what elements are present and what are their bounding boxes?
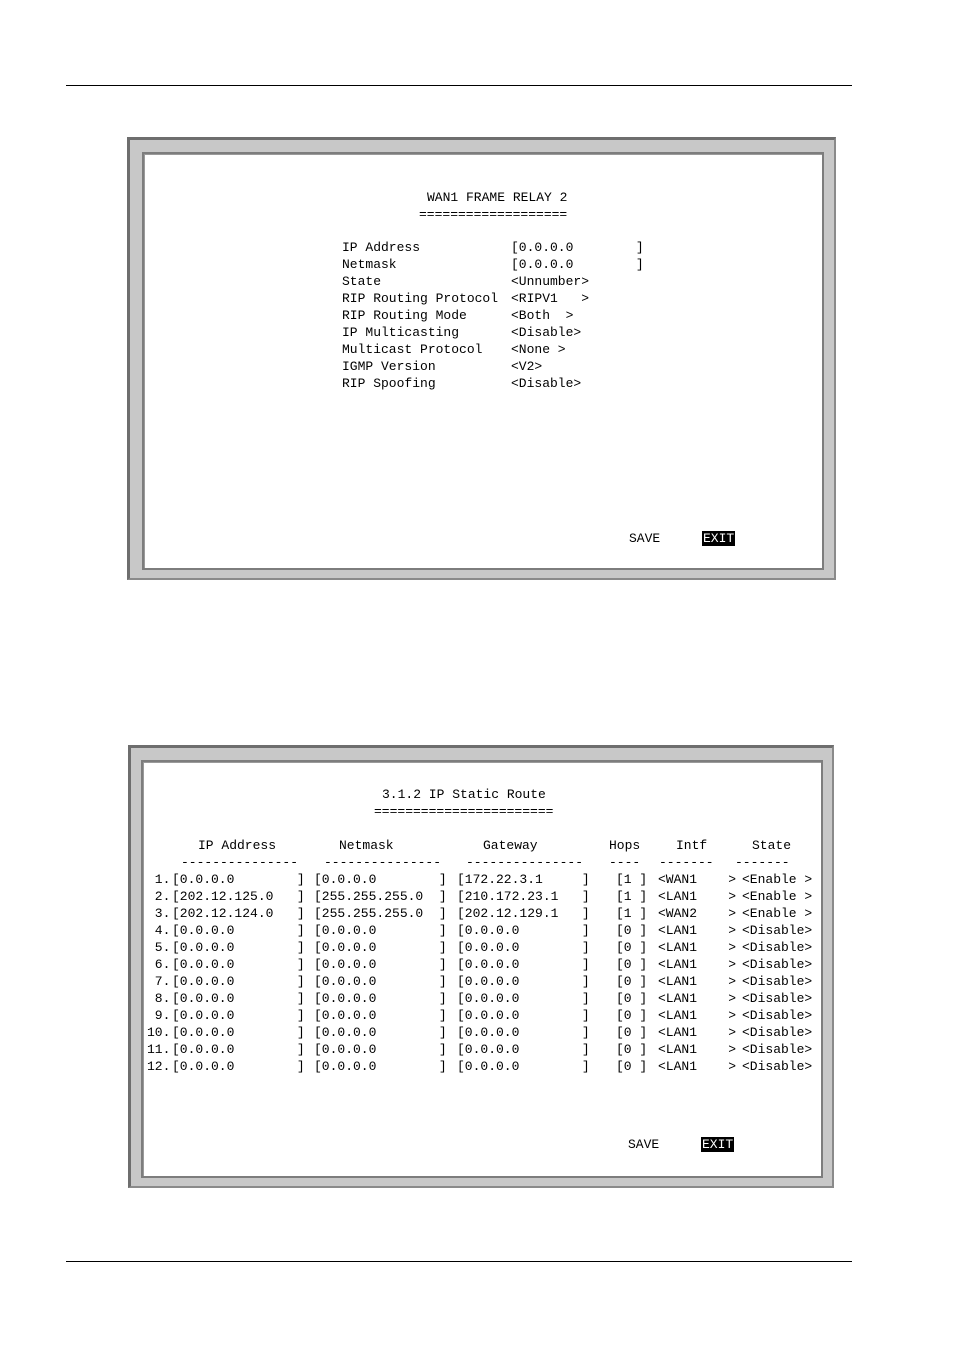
- interface-select[interactable]: <WAN1 >: [658, 872, 737, 887]
- ip-address-input[interactable]: [0.0.0.0 ]: [172, 991, 305, 1006]
- terminal-screen: [141, 760, 823, 1178]
- netmask-input[interactable]: [0.0.0.0 ]: [314, 940, 447, 955]
- hops-input[interactable]: [0 ]: [616, 923, 648, 938]
- exit-button[interactable]: EXIT: [702, 1137, 734, 1152]
- row-number: 3.: [147, 906, 171, 921]
- field-value[interactable]: <V2>: [511, 359, 543, 374]
- field-value[interactable]: <Unnumber>: [511, 274, 590, 289]
- interface-select[interactable]: <WAN2 >: [658, 906, 737, 921]
- hops-input[interactable]: [0 ]: [616, 1025, 648, 1040]
- field-value[interactable]: <None >: [511, 342, 566, 357]
- netmask-input[interactable]: [0.0.0.0 ]: [314, 923, 447, 938]
- table-row: [147, 1058, 820, 1075]
- state-select[interactable]: <Enable >: [742, 889, 813, 904]
- ip-address-input[interactable]: [0.0.0.0 ]: [172, 974, 305, 989]
- save-button[interactable]: SAVE: [628, 1137, 660, 1152]
- col-divider-gateway: ---------------: [466, 855, 584, 870]
- field-label: Multicast Protocol: [342, 342, 483, 357]
- exit-button[interactable]: EXIT: [703, 531, 735, 546]
- col-header-intf: Intf: [676, 838, 708, 853]
- col-divider-state: -------: [735, 855, 790, 870]
- page-bottom-rule: [66, 1261, 852, 1262]
- row-number: 9.: [147, 1008, 171, 1023]
- hops-input[interactable]: [0 ]: [616, 1042, 648, 1057]
- field-label: Netmask: [342, 257, 397, 272]
- field-value[interactable]: <Disable>: [511, 325, 582, 340]
- interface-select[interactable]: <LAN1 >: [658, 991, 737, 1006]
- gateway-input[interactable]: [172.22.3.1 ]: [457, 872, 590, 887]
- interface-select[interactable]: <LAN1 >: [658, 889, 737, 904]
- netmask-input[interactable]: [0.0.0.0 ]: [314, 957, 447, 972]
- field-label: RIP Routing Protocol: [342, 291, 499, 306]
- hops-input[interactable]: [1 ]: [616, 889, 648, 904]
- col-divider-netmask: ---------------: [324, 855, 442, 870]
- netmask-input[interactable]: [0.0.0.0 ]: [314, 974, 447, 989]
- col-divider-intf: -------: [659, 855, 714, 870]
- gateway-input[interactable]: [202.12.129.1 ]: [457, 906, 590, 921]
- col-header-ip-address: IP Address: [198, 838, 277, 853]
- col-divider-ip-address: ---------------: [181, 855, 299, 870]
- ip-address-input[interactable]: [0.0.0.0 ]: [172, 872, 305, 887]
- interface-select[interactable]: <LAN1 >: [658, 1042, 737, 1057]
- state-select[interactable]: <Disable>: [742, 974, 813, 989]
- state-select[interactable]: <Disable>: [742, 923, 813, 938]
- interface-select[interactable]: <LAN1 >: [658, 974, 737, 989]
- static-route-table: [147, 871, 820, 1075]
- ip-address-input[interactable]: [202.12.124.0 ]: [172, 906, 305, 921]
- ip-address-input[interactable]: [0.0.0.0 ]: [172, 923, 305, 938]
- gateway-input[interactable]: [0.0.0.0 ]: [457, 1042, 590, 1057]
- interface-select[interactable]: <LAN1 >: [658, 957, 737, 972]
- state-select[interactable]: <Disable>: [742, 1042, 813, 1057]
- state-select[interactable]: <Disable>: [742, 1059, 813, 1074]
- hops-input[interactable]: [0 ]: [616, 957, 648, 972]
- ip-address-input[interactable]: [0.0.0.0 ]: [172, 940, 305, 955]
- table-row: [147, 939, 820, 956]
- interface-select[interactable]: <LAN1 >: [658, 940, 737, 955]
- row-number: 11.: [147, 1042, 171, 1057]
- gateway-input[interactable]: [0.0.0.0 ]: [457, 1008, 590, 1023]
- terminal-window-frame-relay: [127, 137, 836, 580]
- interface-select[interactable]: <LAN1 >: [658, 1059, 737, 1074]
- table-row: [147, 905, 820, 922]
- field-value[interactable]: <Both >: [511, 308, 574, 323]
- state-select[interactable]: <Disable>: [742, 957, 813, 972]
- col-header-hops: Hops: [609, 838, 641, 853]
- field-label: RIP Spoofing: [342, 376, 436, 391]
- netmask-input[interactable]: [0.0.0.0 ]: [314, 1042, 447, 1057]
- netmask-input[interactable]: [0.0.0.0 ]: [314, 991, 447, 1006]
- row-number: 4.: [147, 923, 171, 938]
- ip-address-input[interactable]: [0.0.0.0 ]: [172, 1059, 305, 1074]
- table-row: [147, 973, 820, 990]
- hops-input[interactable]: [0 ]: [616, 1059, 648, 1074]
- interface-select[interactable]: <LAN1 >: [658, 1008, 737, 1023]
- table-row: [147, 871, 820, 888]
- row-number: 1.: [147, 872, 171, 887]
- row-number: 10.: [147, 1025, 171, 1040]
- ip-address-input[interactable]: [0.0.0.0 ]: [172, 1025, 305, 1040]
- interface-select[interactable]: <LAN1 >: [658, 1025, 737, 1040]
- ip-address-input[interactable]: [0.0.0.0 ]: [172, 1008, 305, 1023]
- row-number: 12.: [147, 1059, 171, 1074]
- row-number: 2.: [147, 889, 171, 904]
- field-label: IP Multicasting: [342, 325, 460, 340]
- netmask-input[interactable]: [255.255.255.0 ]: [314, 889, 447, 904]
- title-underline: =======================: [374, 804, 554, 819]
- state-select[interactable]: <Enable >: [742, 906, 813, 921]
- netmask-input[interactable]: [0.0.0.0 ]: [314, 1025, 447, 1040]
- field-value[interactable]: <RIPV1 >: [511, 291, 590, 306]
- screen-title: WAN1 FRAME RELAY 2: [427, 190, 568, 205]
- field-label: State: [342, 274, 382, 289]
- table-row: [147, 1024, 820, 1041]
- netmask-input[interactable]: [0.0.0.0 ]: [314, 872, 447, 887]
- save-button[interactable]: SAVE: [629, 531, 661, 546]
- state-select[interactable]: <Disable>: [742, 1025, 813, 1040]
- interface-select[interactable]: <LAN1 >: [658, 923, 737, 938]
- gateway-input[interactable]: [0.0.0.0 ]: [457, 957, 590, 972]
- terminal-window-static-route: [128, 745, 834, 1188]
- gateway-input[interactable]: [210.172.23.1 ]: [457, 889, 590, 904]
- field-label: RIP Routing Mode: [342, 308, 467, 323]
- gateway-input[interactable]: [0.0.0.0 ]: [457, 1025, 590, 1040]
- gateway-input[interactable]: [0.0.0.0 ]: [457, 923, 590, 938]
- row-number: 6.: [147, 957, 171, 972]
- field-value[interactable]: [0.0.0.0 ]: [511, 257, 644, 272]
- state-select[interactable]: <Disable>: [742, 991, 813, 1006]
- table-row: [147, 888, 820, 905]
- row-number: 7.: [147, 974, 171, 989]
- hops-input[interactable]: [1 ]: [616, 906, 648, 921]
- table-row: [147, 990, 820, 1007]
- col-header-state: State: [752, 838, 792, 853]
- state-select[interactable]: <Enable >: [742, 872, 813, 887]
- hops-input[interactable]: [0 ]: [616, 940, 648, 955]
- ip-address-input[interactable]: [0.0.0.0 ]: [172, 957, 305, 972]
- netmask-input[interactable]: [255.255.255.0 ]: [314, 906, 447, 921]
- ip-address-input[interactable]: [202.12.125.0 ]: [172, 889, 305, 904]
- table-row: [147, 1041, 820, 1058]
- netmask-input[interactable]: [0.0.0.0 ]: [314, 1059, 447, 1074]
- col-header-gateway: Gateway: [483, 838, 538, 853]
- col-header-netmask: Netmask: [339, 838, 394, 853]
- gateway-input[interactable]: [0.0.0.0 ]: [457, 974, 590, 989]
- hops-input[interactable]: [0 ]: [616, 991, 648, 1006]
- field-value[interactable]: <Disable>: [511, 376, 582, 391]
- col-divider-hops: ----: [609, 855, 641, 870]
- state-select[interactable]: <Disable>: [742, 940, 813, 955]
- field-label: IP Address: [342, 240, 421, 255]
- hops-input[interactable]: [1 ]: [616, 872, 648, 887]
- field-value[interactable]: [0.0.0.0 ]: [511, 240, 644, 255]
- hops-input[interactable]: [0 ]: [616, 1008, 648, 1023]
- gateway-input[interactable]: [0.0.0.0 ]: [457, 1059, 590, 1074]
- row-number: 8.: [147, 991, 171, 1006]
- screen-title: 3.1.2 IP Static Route: [382, 787, 546, 802]
- field-label: IGMP Version: [342, 359, 436, 374]
- state-select[interactable]: <Disable>: [742, 1008, 813, 1023]
- hops-input[interactable]: [0 ]: [616, 974, 648, 989]
- title-underline: ===================: [419, 207, 568, 222]
- table-row: [147, 922, 820, 939]
- page-top-rule: [66, 85, 852, 86]
- row-number: 5.: [147, 940, 171, 955]
- netmask-input[interactable]: [0.0.0.0 ]: [314, 1008, 447, 1023]
- gateway-input[interactable]: [0.0.0.0 ]: [457, 991, 590, 1006]
- ip-address-input[interactable]: [0.0.0.0 ]: [172, 1042, 305, 1057]
- gateway-input[interactable]: [0.0.0.0 ]: [457, 940, 590, 955]
- terminal-screen: [142, 152, 824, 570]
- table-row: [147, 1007, 820, 1024]
- table-row: [147, 956, 820, 973]
